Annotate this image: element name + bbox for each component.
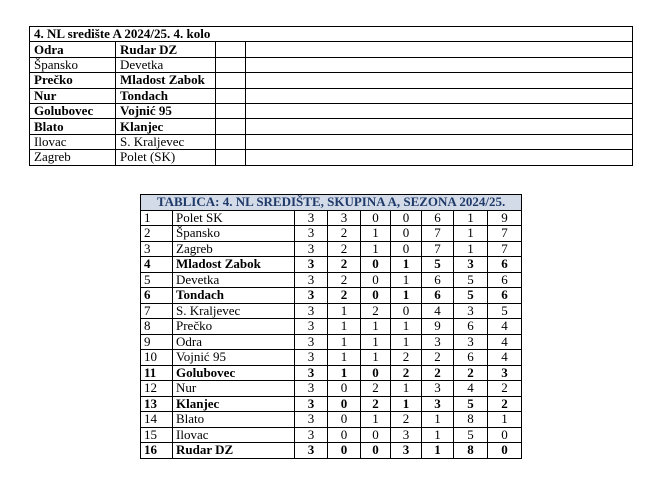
standing-goals-for: 1: [422, 443, 454, 459]
fixture-away-team: Tondach: [116, 88, 216, 103]
standing-goals-against: 8: [454, 412, 488, 428]
fixture-note-cell: [246, 119, 633, 134]
standing-goals-against: 3: [454, 257, 488, 273]
standing-losses: 1: [391, 396, 422, 412]
fixture-home-team: Odra: [30, 42, 116, 57]
standing-played: 3: [295, 443, 328, 459]
standing-losses: 3: [391, 443, 422, 459]
standing-wins: 0: [328, 427, 361, 443]
standing-losses: 0: [391, 226, 422, 242]
fixture-score-cell: [216, 88, 246, 103]
standing-wins: 1: [328, 303, 361, 319]
fixture-score-cell: [216, 134, 246, 149]
fixture-score-cell: [216, 119, 246, 134]
fixture-row: [30, 150, 633, 165]
standing-played: 3: [295, 334, 328, 350]
standing-draws: 2: [361, 396, 391, 412]
standings-row: [141, 257, 522, 273]
standing-wins: 0: [328, 396, 361, 412]
standing-draws: 0: [361, 210, 391, 226]
standing-losses: 0: [391, 241, 422, 257]
standing-goals-for: 1: [422, 427, 454, 443]
standing-draws: 0: [361, 288, 391, 304]
standing-goals-for: 9: [422, 319, 454, 335]
standing-points: 0: [488, 427, 522, 443]
standing-goals-for: 2: [422, 365, 454, 381]
standing-team: Prečko: [173, 319, 295, 335]
standing-points: 6: [488, 272, 522, 288]
standing-position: 7: [141, 303, 173, 319]
standing-losses: 1: [391, 334, 422, 350]
fixture-note-cell: [246, 150, 633, 165]
standing-goals-for: 7: [422, 226, 454, 242]
standing-team: Špansko: [173, 226, 295, 242]
standing-losses: 1: [391, 272, 422, 288]
fixture-away-team: S. Kraljevec: [116, 134, 216, 149]
standing-points: 1: [488, 412, 522, 428]
standing-position: 4: [141, 257, 173, 273]
fixture-row: [30, 134, 633, 149]
standing-points: 4: [488, 334, 522, 350]
standing-goals-against: 5: [454, 427, 488, 443]
fixture-home-team: Prečko: [30, 73, 116, 88]
standing-position: 16: [141, 443, 173, 459]
standing-played: 3: [295, 257, 328, 273]
fixture-note-cell: [246, 103, 633, 118]
standing-position: 8: [141, 319, 173, 335]
standings-row: [141, 319, 522, 335]
standing-losses: 1: [391, 288, 422, 304]
fixture-row: [30, 103, 633, 118]
standing-goals-for: 3: [422, 334, 454, 350]
standings-title: TABLICA: 4. NL SREDIŠTE, SKUPINA A, SEZONA 2024/25.: [141, 195, 522, 211]
standing-team: Tondach: [173, 288, 295, 304]
standings-row: [141, 427, 522, 443]
fixture-row: [30, 73, 633, 88]
standing-played: 3: [295, 241, 328, 257]
standing-goals-for: 7: [422, 241, 454, 257]
fixtures-table: [29, 26, 633, 166]
standing-goals-for: 2: [422, 350, 454, 366]
fixture-row: [30, 88, 633, 103]
fixture-home-team: Zagreb: [30, 150, 116, 165]
standing-goals-against: 3: [454, 334, 488, 350]
standing-played: 3: [295, 350, 328, 366]
standing-wins: 2: [328, 241, 361, 257]
standing-wins: 1: [328, 319, 361, 335]
standings-row: [141, 443, 522, 459]
standing-losses: 2: [391, 365, 422, 381]
standing-played: 3: [295, 288, 328, 304]
standing-played: 3: [295, 303, 328, 319]
standing-team: Blato: [173, 412, 295, 428]
standing-goals-against: 2: [454, 365, 488, 381]
standing-position: 12: [141, 381, 173, 397]
standing-losses: 2: [391, 412, 422, 428]
standing-goals-against: 1: [454, 210, 488, 226]
standing-draws: 1: [361, 241, 391, 257]
standing-losses: 0: [391, 210, 422, 226]
standing-points: 7: [488, 226, 522, 242]
standing-points: 7: [488, 241, 522, 257]
standings-row: [141, 334, 522, 350]
standing-team: S. Kraljevec: [173, 303, 295, 319]
standing-draws: 0: [361, 365, 391, 381]
standing-wins: 0: [328, 443, 361, 459]
standing-draws: 0: [361, 272, 391, 288]
standing-points: 3: [488, 365, 522, 381]
standing-position: 14: [141, 412, 173, 428]
standing-wins: 2: [328, 272, 361, 288]
standing-goals-for: 5: [422, 257, 454, 273]
standing-goals-against: 5: [454, 288, 488, 304]
standing-draws: 1: [361, 412, 391, 428]
standing-played: 3: [295, 272, 328, 288]
standing-draws: 0: [361, 257, 391, 273]
standing-goals-against: 5: [454, 396, 488, 412]
standing-team: Rudar DZ: [173, 443, 295, 459]
standings-row: [141, 226, 522, 242]
standing-goals-against: 1: [454, 241, 488, 257]
fixture-home-team: Blato: [30, 119, 116, 134]
standings-row: [141, 396, 522, 412]
standing-goals-against: 5: [454, 272, 488, 288]
fixture-away-team: Klanjec: [116, 119, 216, 134]
standing-wins: 2: [328, 288, 361, 304]
standing-losses: 3: [391, 427, 422, 443]
fixture-note-cell: [246, 88, 633, 103]
standing-losses: 0: [391, 303, 422, 319]
standing-position: 6: [141, 288, 173, 304]
standing-draws: 1: [361, 226, 391, 242]
standing-played: 3: [295, 319, 328, 335]
fixture-home-team: Špansko: [30, 57, 116, 72]
fixture-note-cell: [246, 73, 633, 88]
standing-team: Golubovec: [173, 365, 295, 381]
fixture-away-team: Devetka: [116, 57, 216, 72]
standing-points: 4: [488, 319, 522, 335]
standing-goals-against: 6: [454, 350, 488, 366]
standing-losses: 2: [391, 350, 422, 366]
standing-position: 3: [141, 241, 173, 257]
standing-position: 9: [141, 334, 173, 350]
standing-team: Polet SK: [173, 210, 295, 226]
standing-position: 15: [141, 427, 173, 443]
standing-played: 3: [295, 210, 328, 226]
standing-goals-for: 6: [422, 288, 454, 304]
fixture-row: [30, 42, 633, 57]
standing-goals-for: 6: [422, 210, 454, 226]
standing-wins: 2: [328, 257, 361, 273]
standing-wins: 3: [328, 210, 361, 226]
standing-played: 3: [295, 365, 328, 381]
standings-row: [141, 412, 522, 428]
standing-draws: 0: [361, 443, 391, 459]
standing-played: 3: [295, 427, 328, 443]
standing-goals-against: 3: [454, 303, 488, 319]
standing-wins: 0: [328, 381, 361, 397]
standing-goals-against: 6: [454, 319, 488, 335]
fixture-home-team: Ilovac: [30, 134, 116, 149]
standings-row: [141, 303, 522, 319]
standings-row: [141, 350, 522, 366]
standing-draws: 1: [361, 319, 391, 335]
standing-wins: 0: [328, 412, 361, 428]
standing-position: 10: [141, 350, 173, 366]
fixture-row: [30, 57, 633, 72]
fixture-away-team: Mladost Zabok: [116, 73, 216, 88]
standing-draws: 2: [361, 381, 391, 397]
standing-points: 9: [488, 210, 522, 226]
standing-losses: 1: [391, 381, 422, 397]
standing-wins: 2: [328, 226, 361, 242]
standing-team: Zagreb: [173, 241, 295, 257]
standing-team: Klanjec: [173, 396, 295, 412]
standing-points: 6: [488, 288, 522, 304]
standing-points: 2: [488, 381, 522, 397]
standings-row: [141, 272, 522, 288]
standing-goals-for: 4: [422, 303, 454, 319]
standing-draws: 2: [361, 303, 391, 319]
standing-team: Ilovac: [173, 427, 295, 443]
standing-position: 13: [141, 396, 173, 412]
standing-goals-for: 1: [422, 412, 454, 428]
fixture-score-cell: [216, 57, 246, 72]
standing-team: Mladost Zabok: [173, 257, 295, 273]
standing-position: 5: [141, 272, 173, 288]
fixture-score-cell: [216, 103, 246, 118]
fixture-note-cell: [246, 42, 633, 57]
fixture-home-team: Nur: [30, 88, 116, 103]
standing-goals-against: 4: [454, 381, 488, 397]
standing-position: 1: [141, 210, 173, 226]
fixture-score-cell: [216, 42, 246, 57]
standings-title-row: [141, 195, 522, 211]
standing-team: Nur: [173, 381, 295, 397]
standing-points: 2: [488, 396, 522, 412]
standing-draws: 0: [361, 427, 391, 443]
fixture-away-team: Polet (SK): [116, 150, 216, 165]
fixture-row: [30, 119, 633, 134]
standing-draws: 1: [361, 350, 391, 366]
standing-points: 5: [488, 303, 522, 319]
fixture-home-team: Golubovec: [30, 103, 116, 118]
standings-table: [140, 194, 522, 459]
standing-team: Odra: [173, 334, 295, 350]
standings-row: [141, 241, 522, 257]
standing-goals-for: 3: [422, 381, 454, 397]
fixtures-title-row: [30, 27, 633, 42]
fixture-note-cell: [246, 134, 633, 149]
standing-team: Devetka: [173, 272, 295, 288]
fixture-score-cell: [216, 150, 246, 165]
standing-points: 0: [488, 443, 522, 459]
standing-draws: 1: [361, 334, 391, 350]
standing-goals-for: 6: [422, 272, 454, 288]
fixture-away-team: Vojnić 95: [116, 103, 216, 118]
standing-played: 3: [295, 381, 328, 397]
standing-losses: 1: [391, 319, 422, 335]
standing-position: 2: [141, 226, 173, 242]
standing-played: 3: [295, 396, 328, 412]
standing-wins: 1: [328, 350, 361, 366]
fixture-score-cell: [216, 73, 246, 88]
standings-row: [141, 210, 522, 226]
standing-points: 4: [488, 350, 522, 366]
standing-goals-against: 1: [454, 226, 488, 242]
standing-goals-against: 8: [454, 443, 488, 459]
standing-wins: 1: [328, 334, 361, 350]
standings-row: [141, 381, 522, 397]
standing-points: 6: [488, 257, 522, 273]
fixture-note-cell: [246, 57, 633, 72]
standing-team: Vojnić 95: [173, 350, 295, 366]
fixtures-title: 4. NL središte A 2024/25. 4. kolo: [30, 27, 633, 42]
standing-played: 3: [295, 412, 328, 428]
standing-losses: 1: [391, 257, 422, 273]
fixture-away-team: Rudar DZ: [116, 42, 216, 57]
standings-row: [141, 288, 522, 304]
standing-wins: 1: [328, 365, 361, 381]
standings-row: [141, 365, 522, 381]
standing-goals-for: 3: [422, 396, 454, 412]
standing-position: 11: [141, 365, 173, 381]
standing-played: 3: [295, 226, 328, 242]
